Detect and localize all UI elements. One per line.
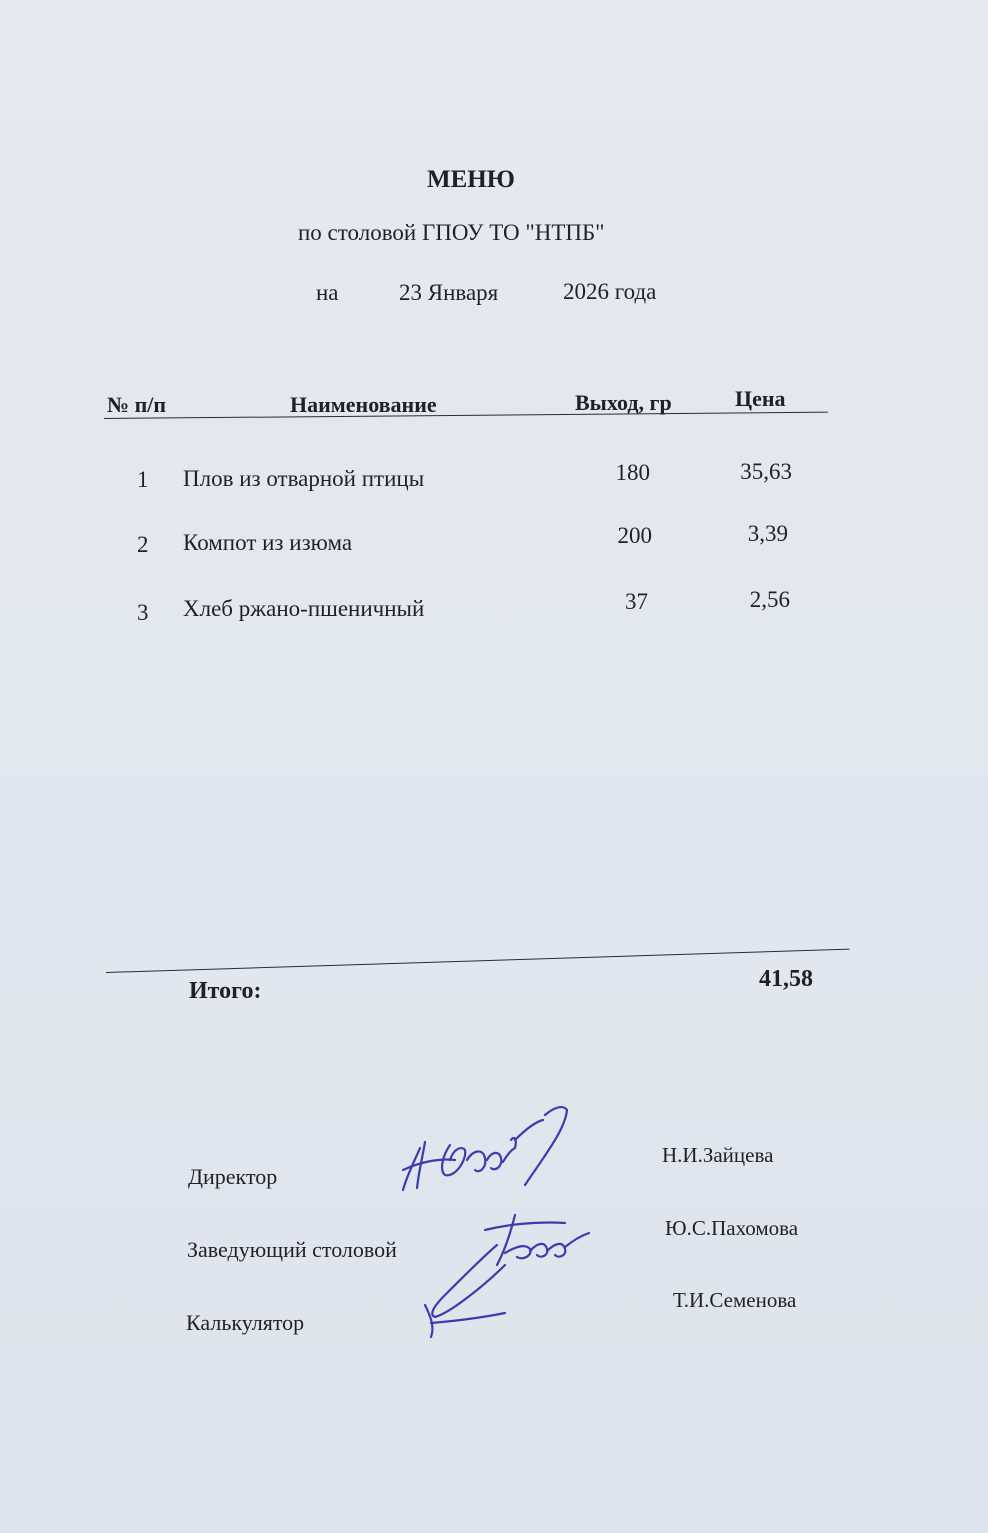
menu-year: 2026 года [563,279,657,304]
item-name: Компот из изюма [183,530,353,555]
item-name: Хлеб ржано-пшеничный [183,596,425,621]
signature-name-canteen-manager: Ю.С.Пахомова [665,1216,799,1240]
signature-role-director: Директор [188,1164,278,1189]
item-price: 3,39 [747,521,788,546]
item-weight: 180 [615,460,650,485]
item-price: 35,63 [740,459,792,484]
total-label: Итого: [189,978,262,1004]
row-number: 1 [137,467,149,492]
header-divider [104,412,828,419]
document-title: МЕНЮ [427,166,515,193]
row-number: 3 [137,600,149,625]
column-header-weight: Выход, гр [575,390,672,415]
item-price: 2,56 [749,587,790,612]
total-value: 41,58 [759,966,813,992]
menu-date: 23 Января [399,280,499,305]
item-weight: 200 [617,523,652,548]
signature-name-director: Н.И.Зайцева [662,1143,774,1167]
signature-role-calculator: Калькулятор [186,1310,305,1335]
signature-role-canteen-manager: Заведующий столовой [187,1237,397,1262]
canteen-manager-signature [405,1195,605,1345]
item-weight: 37 [625,589,648,614]
column-header-name: Наименование [290,392,437,417]
document-subtitle: по столовой ГПОУ ТО "НТПБ" [298,220,605,245]
row-number: 2 [137,532,149,557]
item-name: Плов из отварной птицы [183,466,425,491]
column-header-price: Цена [735,386,786,411]
director-signature [395,1100,585,1200]
column-header-num: № п/п [107,392,167,417]
signature-name-calculator: Т.И.Семенова [673,1288,797,1312]
date-prefix: на [316,280,339,305]
